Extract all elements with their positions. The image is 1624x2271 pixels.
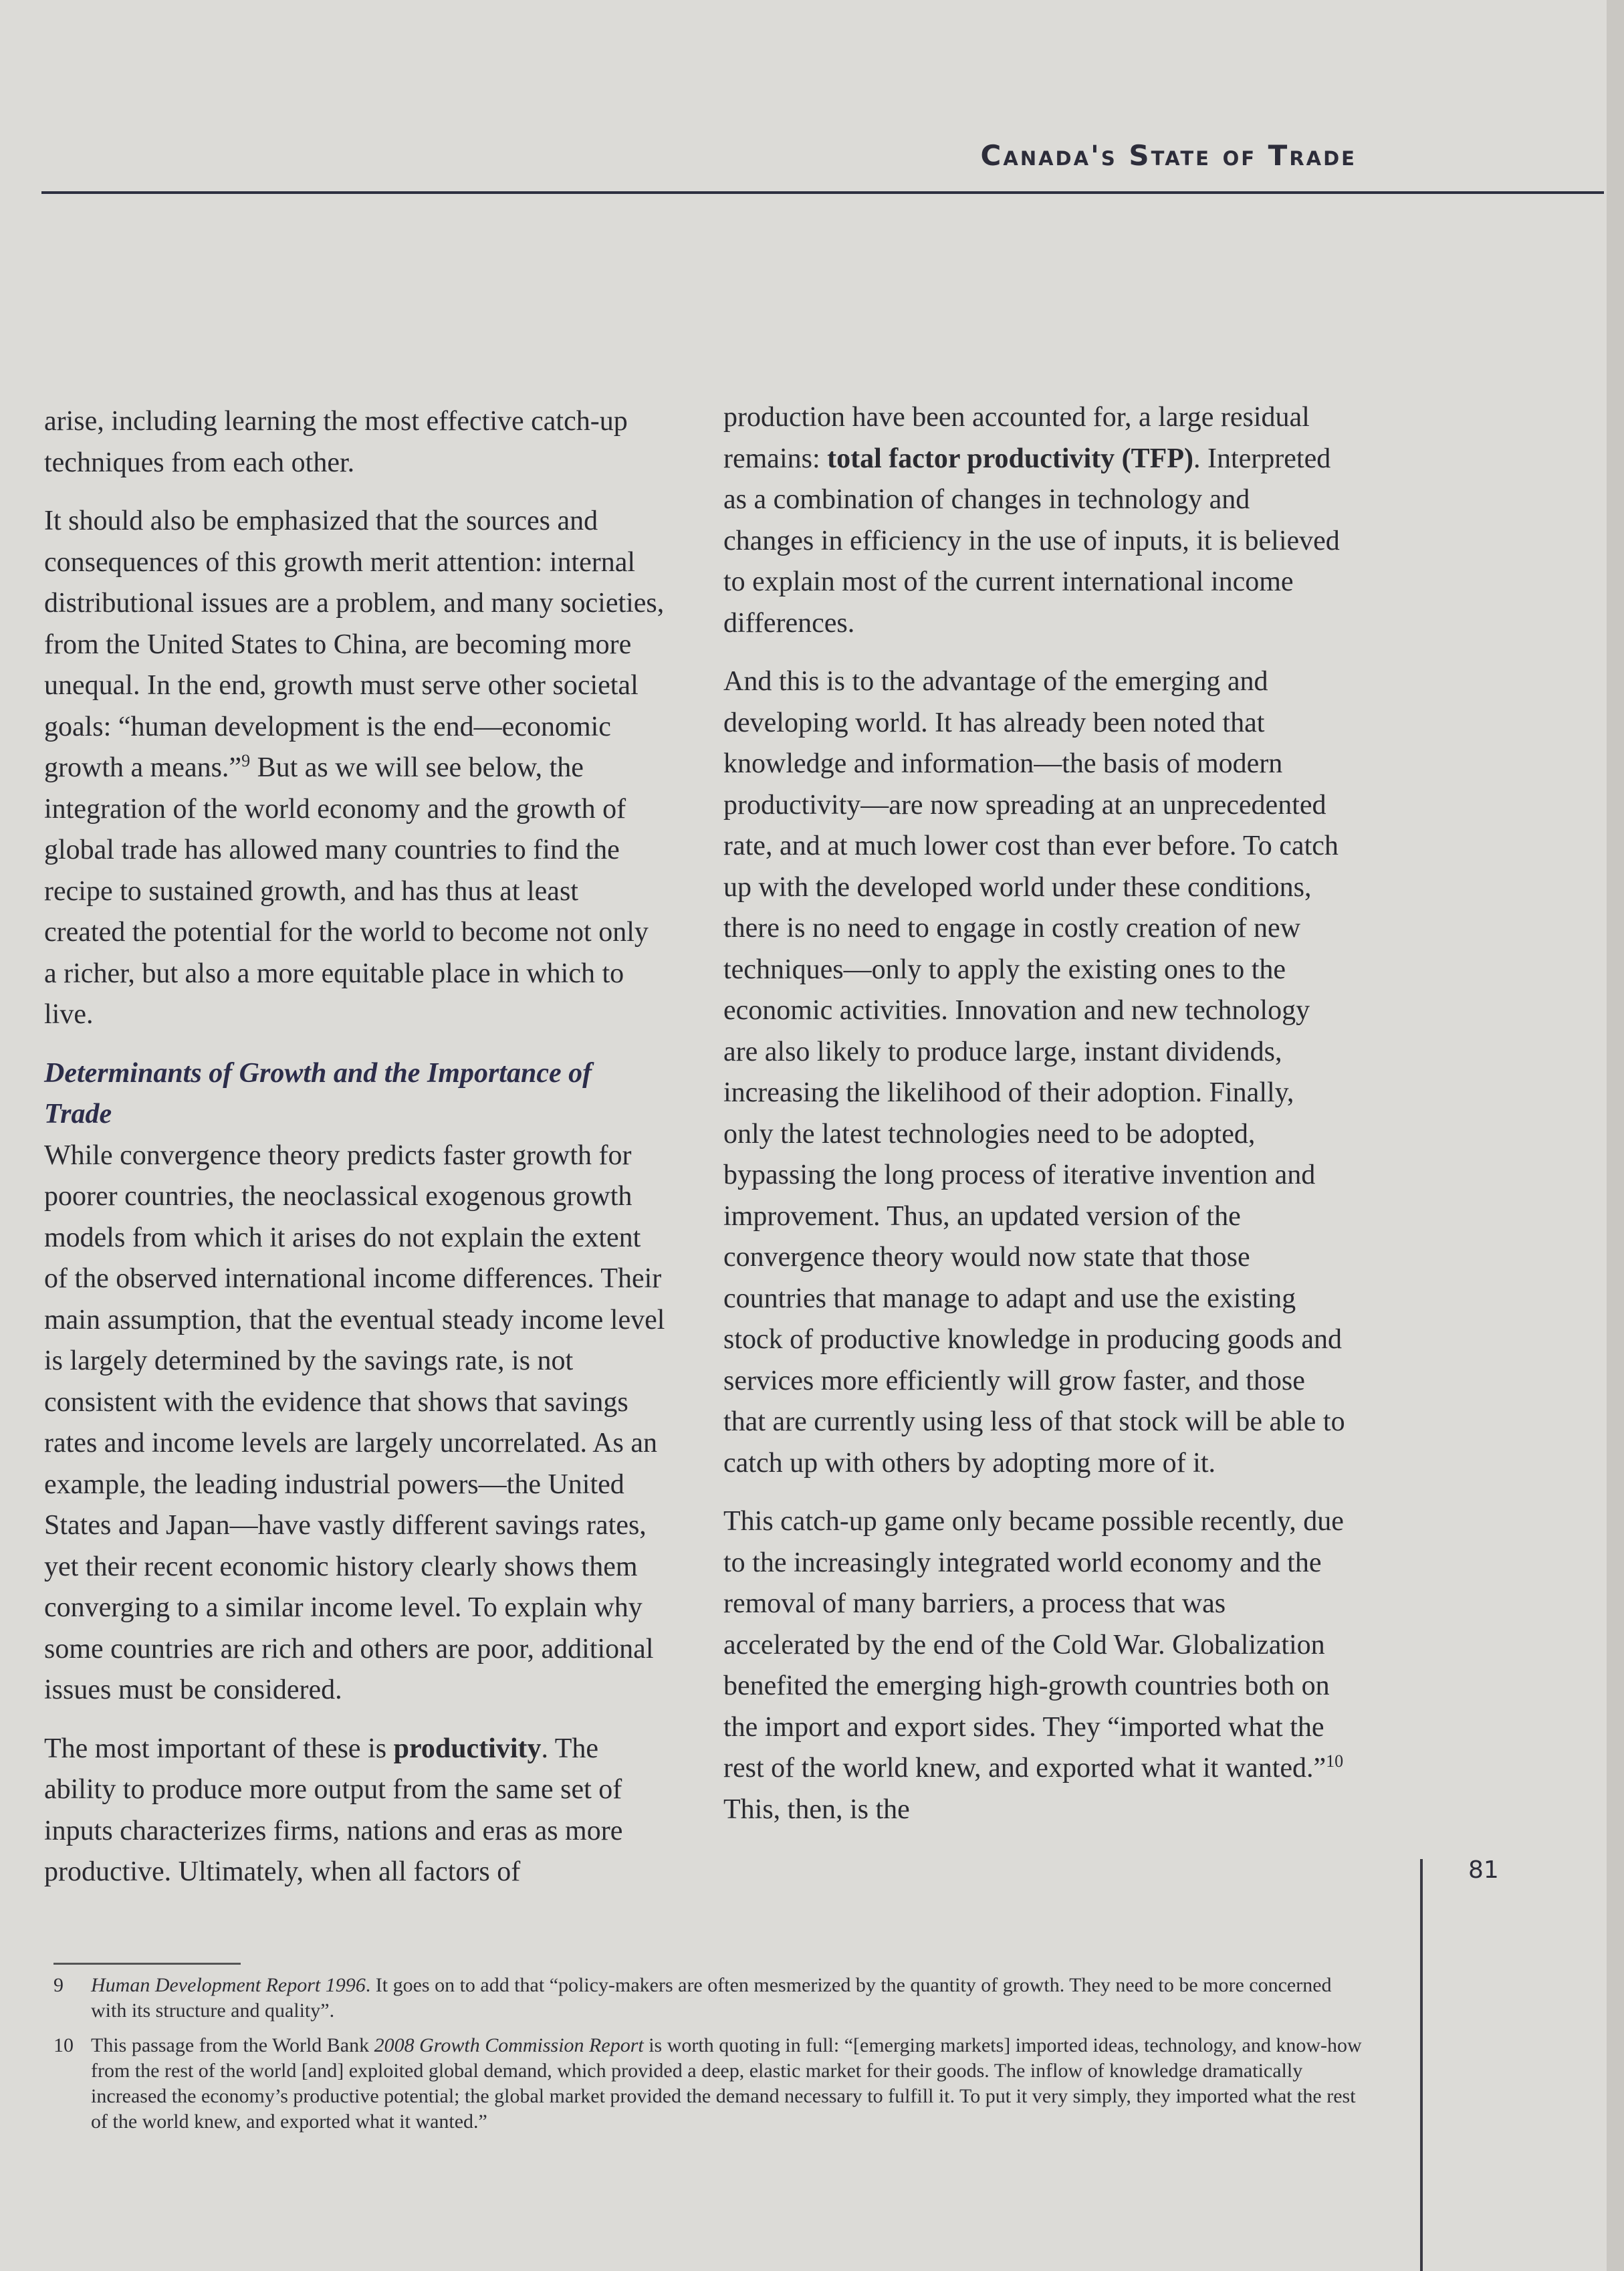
footnote-number: 10: [53, 2034, 74, 2056]
footnote-text: is worth quoting in full: “[emerging markets] imported ideas, technology, and know-how from the rest of the world [and] exploited global demand, which provided a deep, elastic market for their goods. The inflow of knowledge dramatically increased the economy’s productive potential; the global market provided the demand necessary to fulfill it. To put it very simply, they imported what the rest of the world knew, and exported what it wanted.”: [91, 2034, 1362, 2133]
left-paragraph-2: [44, 501, 666, 1036]
right-paragraph-3-text-b: This, then, is the: [723, 1794, 910, 1825]
footnote-9: [53, 1973, 1364, 2024]
footnote-rule: [53, 1963, 241, 1965]
left-paragraph-4-text-a: The most important of these is: [44, 1733, 394, 1764]
right-paragraph-1-text-b: . Interpreted as a combination of changes in technology and changes in efficiency in the use of inputs, it is believed to explain most of the current international income differences.: [723, 443, 1340, 639]
left-paragraph-2-text-b: But as we will see below, the integration of the world economy and the growth of global trade has allowed many countries to find the recipe to sustained growth, and has thus at least created the potential for the world to become not only a richer, but also a more equitable place in which to live.: [44, 752, 649, 1030]
footnote-text-lead: This passage from the World Bank: [91, 2034, 374, 2056]
section-subhead: Determinants of Growth and the Importance of Trade: [44, 1057, 592, 1129]
footnote-ref-9[interactable]: 9: [241, 751, 251, 770]
left-paragraph-1: arise, including learning the most effective catch-up techniques from each other.: [44, 406, 628, 478]
tfp-term: total factor productivity (TFP): [827, 443, 1193, 474]
footnote-ref-10[interactable]: 10: [1326, 1751, 1344, 1771]
page-spine-shadow: [1607, 0, 1624, 2271]
right-paragraph-3: [723, 1501, 1345, 1830]
footnote-source-title: Human Development Report 1996: [91, 1974, 366, 1996]
productivity-term: productivity: [393, 1733, 542, 1764]
running-head: Canada's State of Trade: [980, 139, 1357, 172]
footnote-10: [53, 2033, 1364, 2135]
page-number: 81: [1468, 1856, 1499, 1884]
right-paragraph-3-text-a: This catch-up game only became possible recently, due to the increasingly integrated world economy and the removal of many barriers, a process that was accelerated by the end of the Cold War. Globalization benefited the emerging high-growth countries both on the import and export sides. They “imported what the rest of the world knew, and exported what it wanted.”: [723, 1506, 1344, 1783]
left-paragraph-4-text-b: . The ability to produce more output from the same set of inputs characterizes firms, nations and eras as more productive. Ultimately, when all factors of: [44, 1733, 623, 1887]
page-number-rule: [1420, 1859, 1423, 2271]
left-paragraph-4: [44, 1729, 666, 1893]
header-rule: [41, 191, 1604, 194]
right-column: [723, 397, 1345, 1848]
left-column: [44, 401, 666, 1911]
right-paragraph-2: And this is to the advantage of the emerging and developing world. It has already been noted that knowledge and information—the basis of modern productivity—are now spreading at an unprecedented rate, and at much lower cost than ever before. To catch up with the developed world under these conditions, there is no need to engage in costly creation of new techniques—only to apply the existing ones to the economic activities. Innovation and new technology are also likely to produce large, instant dividends, increasing the likelihood of their adoption. Finally, only the latest technologies need to be adopted, bypassing the long process of iterative invention and improvement. Thus, an updated version of the convergence theory would now state that those countries that manage to adapt and use the existing stock of productive knowledge in producing goods and services more efficiently will grow faster, and those that are currently using less of that stock will be able to catch up with others by adopting more of it.: [723, 666, 1345, 1479]
left-paragraph-2-text-a: It should also be emphasized that the sources and consequences of this growth merit attention: internal distributional issues are a problem, and many societies, from the United States to China, are becoming more unequal. In the end, growth must serve other societal goals: “human development is the end—economic growth a means.”: [44, 506, 665, 783]
left-paragraph-3: While convergence theory predicts faster growth for poorer countries, the neoclassical exogenous growth models from which it arises do not explain the extent of the observed international income differences. Their main assumption, that the eventual steady income level is largely determined by the savings rate, is not consistent with the evidence that shows that savings rates and income levels are largely uncorrelated. As an example, the leading industrial powers—the United States and Japan—have vastly different savings rates, yet their recent economic history clearly shows them converging to a similar income level. To explain why some countries are rich and others are poor, additional issues must be considered.: [44, 1140, 665, 1705]
footnote-number: 9: [53, 1974, 64, 1996]
footnote-source-title: 2008 Growth Commission Report: [374, 2034, 644, 2056]
footnotes: [53, 1973, 1364, 2144]
right-paragraph-1: [723, 397, 1345, 644]
right-paragraph-1-text-a: production have been accounted for, a large residual remains:: [723, 402, 1310, 474]
footnote-text: . It goes on to add that “policy-makers are often mesmerized by the quantity of growth. They need to be more concerned with its structure and quality”.: [91, 1974, 1332, 2022]
